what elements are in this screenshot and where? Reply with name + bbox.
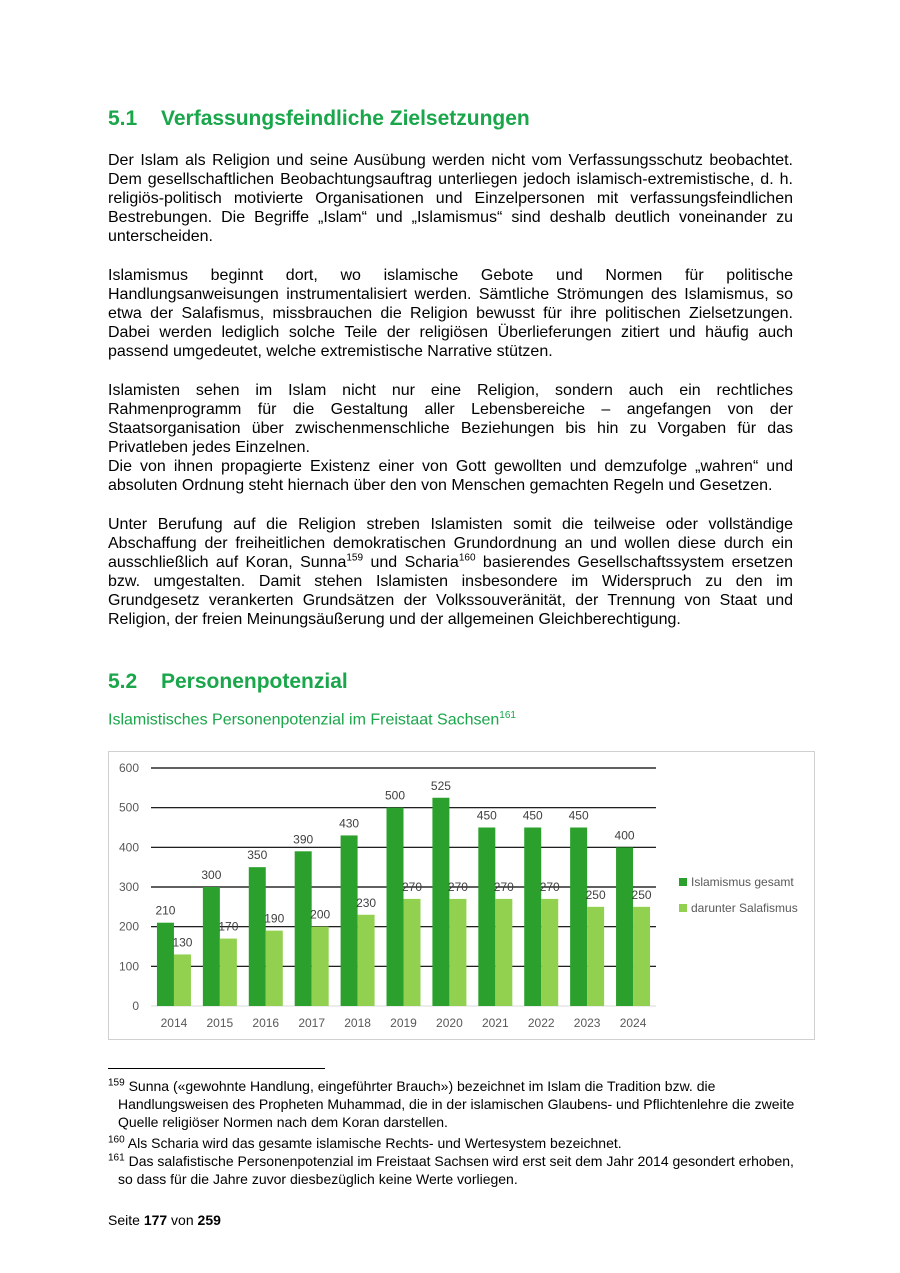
section-title: Personenpotenzial [161,670,348,693]
paragraph-2: Islamismus beginnt dort, wo islamische Gebote und Normen für politische Handlungsanweisungen instrumentalisiert werden. Sämtliche Strömungen des Islamismus, so etwa der Salafismus, missbrauchen die Religion bewusst für ihre politischen Zielsetzungen. Dabei werden lediglich solche Teile der religiösen Überlieferungen zitiert und häufig auch passend umgedeutet, welche extremistische Narrative stützen. [108,267,793,360]
data-label: 250 [585,887,606,902]
data-label: 350 [247,848,268,863]
y-tick-label: 500 [118,800,139,815]
section-heading-5-2 [108,670,348,694]
bar-islamismus [295,851,312,1006]
x-tick-label: 2024 [619,1016,647,1030]
bar-salafismus [174,954,191,1006]
x-tick-label: 2021 [481,1016,509,1030]
footnote-text: Als Scharia wird das gesamte islamische Rechts- und Wertesystem bezeichnet. [124,1135,622,1151]
footnote-divider [108,1068,325,1069]
paragraph-5-part-2: und Scharia [363,554,459,571]
footnote-text: Das salafistische Personenpotenzial im Freistaat Sachsen wird erst seit dem Jahr 2014 gesondert erhoben, so dass für die Jahre zuvor diesbezüglich keine Werte vorliegen. [118,1153,794,1187]
footnote-159 [108,1077,798,1131]
footer-total-pages: 259 [197,1212,221,1228]
bar-islamismus [570,828,587,1007]
data-label: 170 [218,919,239,934]
data-label: 210 [155,903,176,918]
footer-page-number: 177 [143,1212,168,1228]
x-tick-label: 2023 [573,1016,601,1030]
bar-islamismus [341,835,358,1006]
data-label: 270 [493,879,514,894]
bar-salafismus [358,915,375,1006]
data-label: 200 [310,907,331,922]
paragraph-4: Die von ihnen propagierte Existenz einer von Gott gewollten und demzufolge „wahren“ und absoluten Ordnung steht hiernach über den von Menschen gemachten Regeln und Gesetzen. [108,458,793,494]
x-tick-label: 2016 [252,1016,280,1030]
chart-caption [108,710,516,729]
paragraph-5-part-3: basierendes Gesellschaftssystem ersetzen bzw. umgestalten. Damit stehen Islamisten insbesondere im Widerspruch zu den im Grundgesetz verankerten Grundsätzen der Volkssouveränität, der Trennung von Staat und Religion, der freien Meinungsäußerung und der allgemeinen Gleichberechtigung. [108,554,793,628]
chart-container [108,751,815,1040]
data-label: 400 [614,828,635,843]
y-tick-label: 100 [118,959,139,974]
bar-islamismus [203,887,220,1006]
data-label: 450 [522,808,543,823]
bar-islamismus [249,867,266,1006]
x-tick-label: 2017 [298,1016,326,1030]
x-tick-label: 2022 [527,1016,555,1030]
data-label: 190 [264,911,285,926]
bar-islamismus [524,828,541,1007]
footnote-ref-159[interactable]: 159 [346,552,364,564]
x-tick-label: 2018 [344,1016,371,1030]
data-label: 300 [201,868,222,882]
paragraph-5 [108,515,793,629]
bar-salafismus [587,907,604,1006]
legend-swatch [679,904,687,912]
paragraph-1: Der Islam als Religion und seine Ausübung werden nicht vom Verfassungsschutz beobachtet. Dem gesellschaftlichen Beobachtungsauftrag unterliegen jedoch islamisch-extremistische, d. h. religiös-politisch motivierte Organisationen und Einzelpersonen mit verfassungsfeindlichen Bestrebungen. Die Begriffe „Islam“ und „Islamismus“ sind deshalb deutlich voneinander zu unterscheiden. [108,152,793,245]
bar-islamismus [387,808,404,1006]
section-heading-5-1 [108,107,530,131]
bar-salafismus [541,899,558,1006]
x-tick-label: 2014 [160,1016,188,1030]
page-footer [108,1212,221,1228]
legend-label: Islamismus gesamt [691,875,794,889]
footnote-160 [108,1134,798,1152]
footnote-number: 159 [108,1077,125,1089]
footnote-ref-160[interactable]: 160 [458,552,476,564]
x-tick-label: 2015 [206,1016,234,1030]
section-number: 5.1 [108,107,138,130]
y-tick-label: 0 [132,999,139,1013]
footer-middle: von [167,1212,198,1228]
bar-salafismus [495,899,512,1006]
x-tick-label: 2019 [390,1016,417,1030]
bar-salafismus [220,939,237,1006]
data-label: 390 [293,832,314,847]
bar-salafismus [312,927,329,1006]
data-label: 525 [430,778,451,793]
footnote-text: Sunna («gewohnte Handlung, eingeführter Brauch») bezeichnet im Islam die Tradition bzw. die Handlungsweisen des Propheten Muhammad, die in der islamischen Glaubens- und Pflichtenlehre die zweite Quelle religiöser Normen nach dem Koran darstellen. [118,1078,795,1130]
bar-islamismus [616,847,633,1006]
y-tick-label: 200 [118,919,139,934]
legend-swatch [679,878,687,886]
x-tick-label: 2020 [436,1016,463,1030]
data-label: 130 [172,935,193,950]
bar-salafismus [633,907,650,1006]
footnote-number: 161 [108,1152,125,1164]
y-tick-label: 300 [118,880,139,894]
data-label: 430 [339,816,360,831]
y-tick-label: 600 [118,761,139,775]
paragraph-5-part-1: Unter Berufung auf die Religion streben Islamisten somit die teilweise oder vollständige Abschaffung der freiheitlichen demokratischen Grundordnung an und wollen diese durch ein ausschließlich auf Koran, Sunna [108,516,793,571]
section-number: 5.2 [108,670,138,693]
footnote-number: 160 [108,1134,125,1146]
section-title: Verfassungsfeindliche Zielsetzungen [161,107,530,130]
data-label: 450 [568,808,589,823]
y-tick-label: 400 [118,840,139,855]
data-label: 250 [631,887,652,902]
bar-salafismus [266,931,283,1006]
bar-salafismus [449,899,466,1006]
data-label: 270 [447,879,468,894]
bar-chart [109,752,816,1041]
data-label: 450 [476,808,497,823]
data-label: 500 [384,788,406,803]
bar-islamismus [432,798,449,1006]
data-label: 270 [539,879,560,894]
data-label: 230 [356,895,377,910]
footnote-161 [108,1152,798,1188]
footnote-ref-161[interactable]: 161 [499,710,516,721]
bar-islamismus [478,828,495,1007]
footer-prefix: Seite [108,1212,144,1228]
data-label: 270 [401,879,423,894]
bar-salafismus [404,899,421,1006]
chart-caption-text: Islamistisches Personenpotenzial im Freistaat Sachsen [108,711,500,729]
paragraph-3: Islamisten sehen im Islam nicht nur eine Religion, sondern auch ein rechtliches Rahmenprogramm für die Gestaltung aller Lebensbereiche – angefangen von der Staatsorganisation über zwischenmenschliche Beziehungen bis hin zu Vorgaben für das Privatleben jedes Einzelnen. [108,382,793,456]
legend-label: darunter Salafismus [691,901,798,915]
bar-islamismus [157,923,174,1006]
